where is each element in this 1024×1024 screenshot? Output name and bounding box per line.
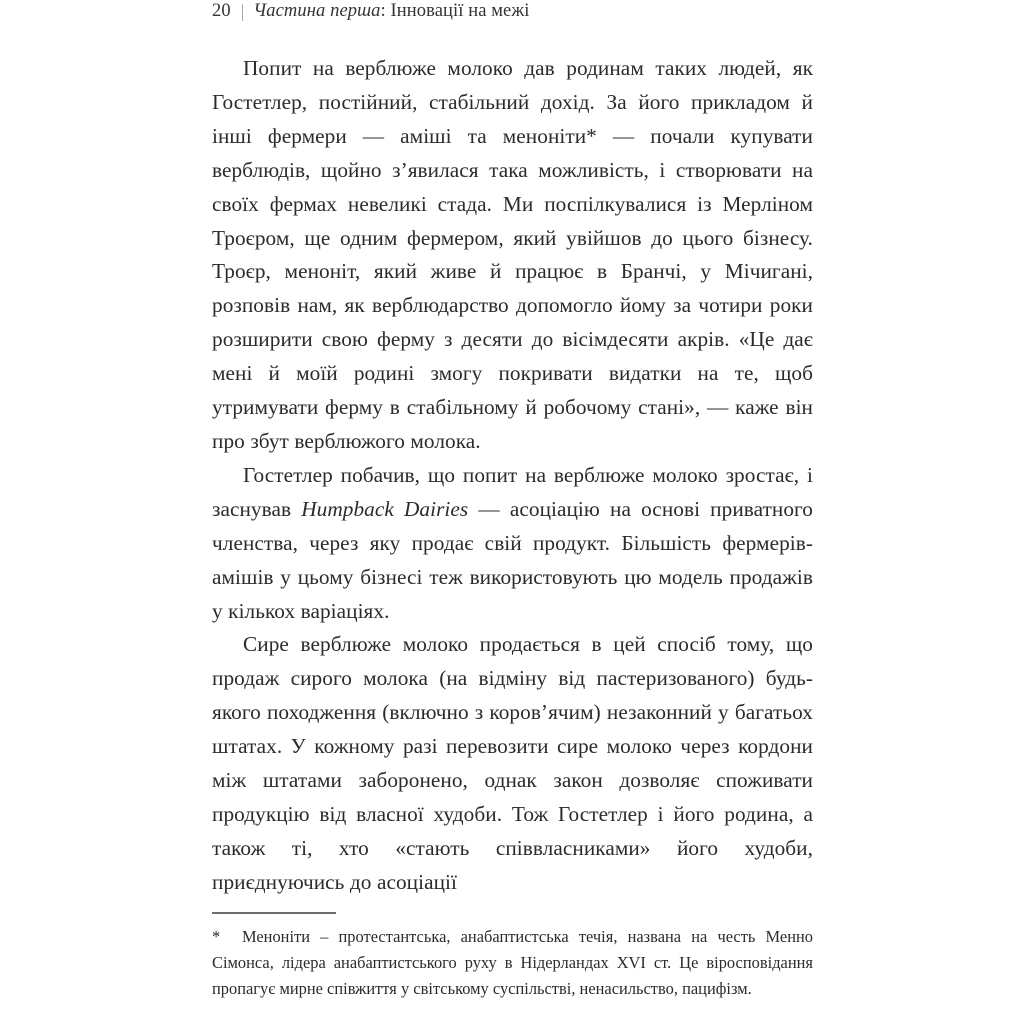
footnote-area (212, 912, 813, 1001)
footnote-separator-rule (212, 912, 336, 914)
header-separator: | (240, 1, 245, 21)
paragraph-2-italic-title: Humpback Dairies (301, 496, 469, 521)
paragraph-3-text: Сире верблюже молоко продається в цей спосіб тому, що продаж сирого молока (на відміну від пастеризованого) будь-якого походження (включно з коров’ячим) незаконний у багатьох штатах. У кожному разі перевозити сире молоко через кордони між штатами заборонено, однак закон дозволяє споживати продукцію від власної худоби. Тож Гостетлер і його родина, а також ті, хто «стають співвласниками» його худоби, приєднуючись до асоціації (212, 632, 813, 894)
paragraph-1-text: Попит на верблюже молоко дав родинам таких людей, як Гостетлер, постійний, стабільний дохід. За його прикладом й інші фермери — аміші та менонiти* — почали купувати верблюдів, щойно з’явилася така можливість, і створювати на своїх фермах невеликі стада. Ми поспілкувалися із Мерліном Троєром, ще одним фермером, який увійшов до цього бізнесу. Троєр, меноніт, який живе й працює в Бранчі, у Мічигані, розповів нам, як верблюдарство допомогло йому за чотири роки розширити свою ферму з десяти до вісімдесяти акрів. «Це дає мені й моїй родині змогу покривати видатки на те, щоб утримувати ферму в стабільному й робочому стані», — каже він про збут верблюжого молока. (212, 56, 813, 453)
footnote-1 (212, 924, 813, 1001)
part-title: Частина перша (253, 1, 381, 21)
paragraph-2 (212, 459, 813, 629)
footnote-marker: * (212, 927, 221, 946)
paragraph-2-text-tail: — асоціацію на основі приватного членства, через яку продає свій продукт. Більшість фермерів-амішів у цьому бізнесі теж використовують цю модель продажів у кількох варіаціях. (212, 496, 813, 623)
paragraph-1 (212, 52, 813, 459)
running-header (212, 0, 812, 24)
body-text-block (212, 52, 813, 900)
paragraph-2-text: Гостетлер побачив, що попит на верблюже молоко зростає, і заснував (212, 462, 813, 521)
footnote-text: Меноніти – протестантська, анабаптистська течія, названа на честь Менно Сімонса, лідера анабаптистського руху в Нідерландах XVI ст. Це віросповідання пропагує мирне співжиття у світському суспільстві, ненасильство, пацифізм. (212, 927, 813, 998)
paragraph-3 (212, 628, 813, 899)
chapter-title: : Інновації на межі (380, 1, 530, 21)
page-number: 20 (212, 1, 231, 21)
